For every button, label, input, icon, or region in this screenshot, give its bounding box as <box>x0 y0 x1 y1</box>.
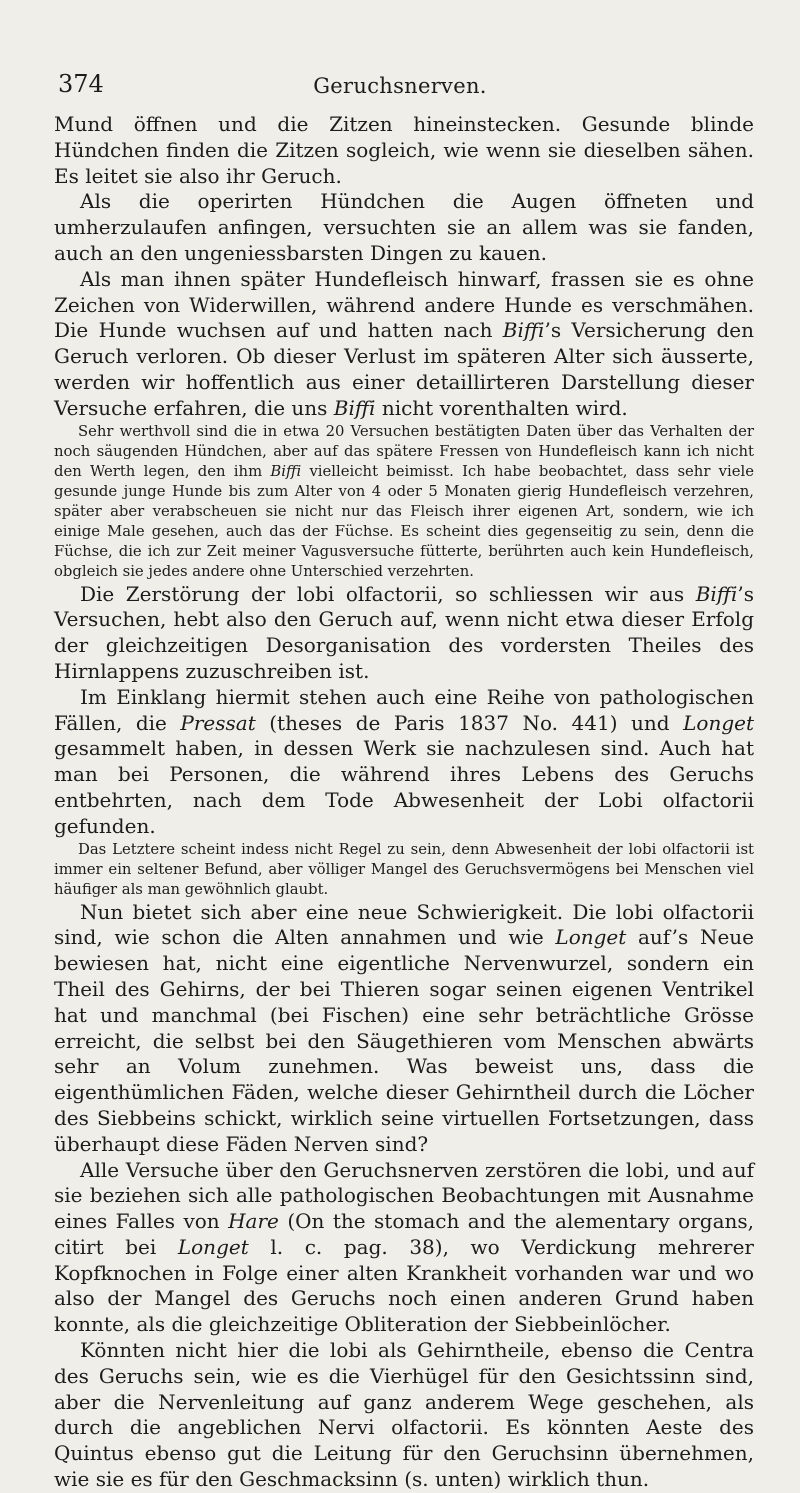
body-paragraph <box>54 189 754 266</box>
running-head: Geruchsnerven. <box>313 74 487 98</box>
page-number: 374 <box>58 70 104 98</box>
text-run: nicht vorenthalten wird. <box>375 395 628 420</box>
italic-name: Longet <box>555 925 627 950</box>
text-run: auf’s Neue bewiesen hat, nicht eine eigentliche Nervenwurzel, sondern ein Theil des Gehirns, der bei Thieren sogar seinen eigenen Ventrikel hat und manchmal (bei Fischen) eine sehr beträchtliche Grösse erreicht, die selbst bei den Säugethieren vom Menschen abwärts sehr an Volum zunehmen. Was beweist uns, dass die eigenthümlichen Fäden, welche dieser Gehirntheil durch die Löcher des Siebbeins schickt, wirklich seine virtuellen Fortsetzungen, dass überhaupt diese Fäden Nerven sind? <box>54 925 754 1156</box>
text-run: Die Zerstörung der lobi olfactorii, so schliessen wir aus <box>80 581 696 606</box>
text-run: Mund öffnen und die Zitzen hineinstecken. Gesunde blinde Hündchen finden die Zitzen sogleich, wie wenn sie dieselben sähen. Es leitet sie also ihr Geruch. <box>54 112 754 188</box>
text-run: Das Letztere scheint indess nicht Regel zu sein, denn Abwesenheit der lobi olfactorii ist immer ein seltener Befund, aber völliger Mangel des Geruchsvermögens bei Menschen viel häufiger als man gewöhnlich glaubt. <box>54 840 754 898</box>
body-paragraph <box>54 582 754 685</box>
text-run: Im Einklang hiermit stehen auch eine Reihe von pathologischen Fällen, die <box>54 684 754 735</box>
page-header <box>58 70 742 100</box>
text-run: (On the stomach and the alementary organs, citirt bei <box>54 1209 754 1259</box>
text-run: Nun bietet sich aber eine neue Schwierigkeit. Die lobi olfactorii sind, wie schon die Alten annahmen und wie <box>54 899 754 950</box>
text-run: Könnten nicht hier die lobi als Gehirntheile, ebenso die Centra des Geruchs sein, wie es die Vierhügel für den Gesichtssinn sind, aber die Nervenleitung auf ganz anderem Wege geschehen, als durch die angeblichen Nervi olfactorii. Es könnten Aeste des Quintus ebenso gut die Leitung für den Geruchsinn übernehmen, wie sie es für den Geschmacksinn (s. unten) wirklich thun. <box>54 1338 754 1492</box>
italic-name: Biffi <box>502 318 545 343</box>
text-run: (theses de Paris 1837 No. 441) und <box>255 710 684 735</box>
page-body <box>54 112 754 1493</box>
italic-name: Biffi <box>270 462 302 480</box>
text-run: Sehr werthvoll sind die in etwa 20 Versuchen bestätigten Daten über das Verhalten der noch säugenden Hündchen, aber auf das spätere Fressen von Hundefleisch kann ich nicht den Werth legen, den ihm <box>54 422 754 480</box>
italic-name: Longet <box>683 710 755 735</box>
text-run: ’s Versicherung den Geruch verloren. Ob dieser Verlust im späteren Alter sich äusserte, werden wir hoffentlich aus einer detaillirteren Darstellung dieser Versuche erfahren, die uns <box>54 318 754 420</box>
body-paragraph <box>54 685 754 840</box>
text-run: vielleicht beimisst. Ich habe beobachtet, dass sehr viele gesunde junge Hunde bis zum Alter von 4 oder 5 Monaten gierig Hundefleisch verzehren, später aber verabscheuen sie nicht nur das Fleisch ihrer eigenen Art, sondern, wie ich einige Male gesehen, auch das der Füchse. Es scheint dies gegenseitig zu sein, denn die Füchse, die ich zur Zeit meiner Vagusversuche fütterte, berührten auch kein Hundefleisch, obgleich sie jedes andere ohne Unterschied verzehrten. <box>54 462 754 580</box>
italic-name: Pressat <box>180 710 256 735</box>
italic-name: Longet <box>177 1234 249 1259</box>
text-run: l. c. pag. 38), wo Verdickung mehrerer Kopfknochen in Folge einer alten Krankheit vorhanden war und wo also der Mangel des Geruchs noch einen anderen Grund haben konnte, als die gleichzeitige Obliteration der Siebbeinlöcher. <box>54 1234 754 1337</box>
text-run: Als man ihnen später Hundefleisch hinwarf, frassen sie es ohne Zeichen von Widerwillen, während andere Hunde es verschmähen. Die Hunde wuchsen auf und hatten nach <box>54 266 754 343</box>
body-paragraph <box>54 267 754 422</box>
text-run: gesammelt haben, in dessen Werk sie nachzulesen sind. Auch hat man bei Personen, die während ihres Lebens des Geruchs entbehrten, nach dem Tode Abwesenheit der Lobi olfactorii gefunden. <box>54 736 754 838</box>
body-paragraph <box>54 1158 754 1339</box>
italic-name: Biffi <box>695 581 738 606</box>
italic-name: Hare <box>228 1209 279 1234</box>
body-paragraph <box>54 900 754 1158</box>
italic-name: Biffi <box>333 395 376 420</box>
text-run: Alle Versuche über den Geruchsnerven zerstören die lobi, und auf sie beziehen sich alle pathologischen Beobachtungen mit Ausnahme eines Falles von <box>54 1157 754 1234</box>
footnote-paragraph <box>54 840 754 900</box>
body-paragraph <box>54 112 754 189</box>
footnote-paragraph <box>54 422 754 582</box>
body-paragraph <box>54 1338 754 1493</box>
text-run: ’s Versuchen, hebt also den Geruch auf, wenn nicht etwa dieser Erfolg der gleichzeitigen Desorganisation des vordersten Theiles des Hirnlappens zuzuschreiben ist. <box>54 581 754 683</box>
text-run: Als die operirten Hündchen die Augen öffneten und umherzulaufen anfingen, versuchten sie an allem was sie fanden, auch an den ungeniessbarsten Dingen zu kauen. <box>54 189 754 265</box>
